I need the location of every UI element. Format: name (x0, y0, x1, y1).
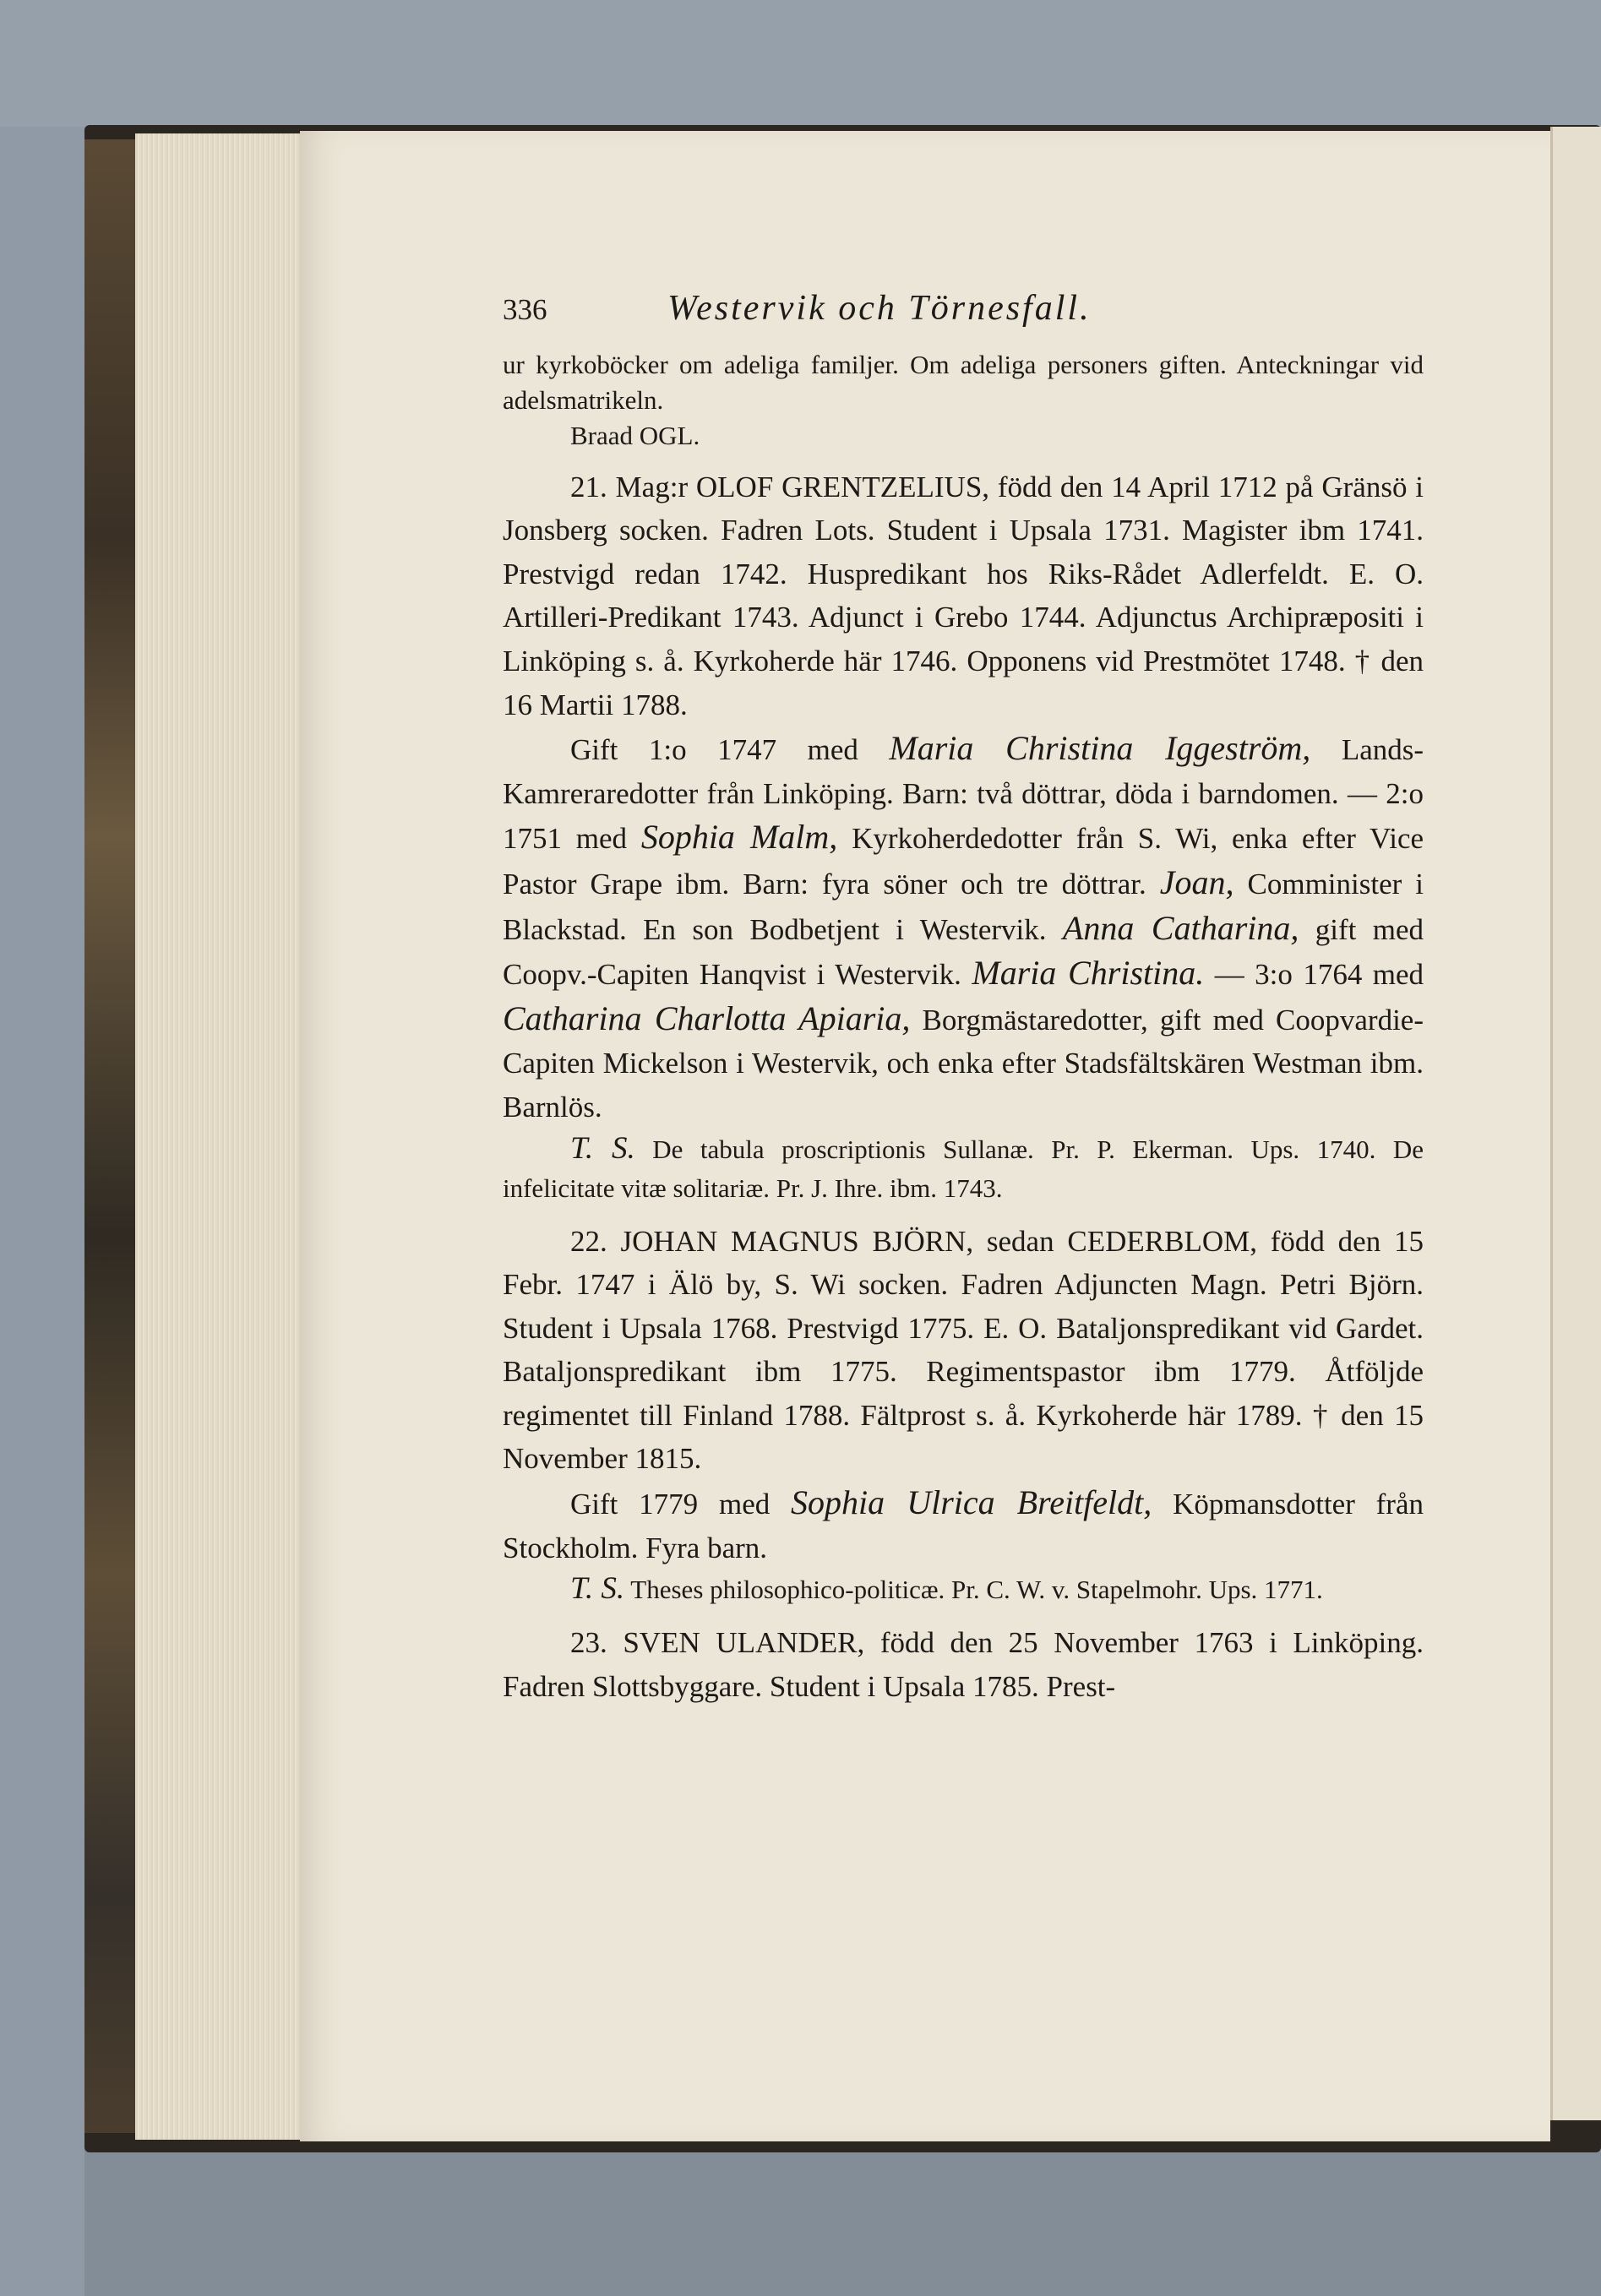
backdrop (0, 0, 1601, 127)
entry-21: 21. Mag:r OLOF GRENTZELIUS, född den 14 April 1712 på Gränsö i Jonsberg socken. Fadren Lots. Student i Upsala 1731. Magister ibm 1741. Prestvigd redan 1742. Huspredikant hos Riks-Rådet Adlerfeldt. E. O. Artilleri-Predikant 1743. Adjunct i Grebo 1744. Adjunctus Archipræpositi i Linköping s. å. Kyrkoherde här 1746. Opponens vid Prestmötet 1748. † den 16 Martii 1788. (503, 470, 1424, 721)
entry-21-marriages (503, 726, 1424, 1129)
text-span: Lands-Kamreraredotter från Linköping. Barn: två döttrar, döda i barndomen. — 2:o 1751 med (503, 733, 1424, 856)
entry-21-theses (503, 1129, 1424, 1208)
theses-abbrev: T. S. (570, 1571, 625, 1607)
page-text (503, 287, 1424, 1708)
facing-page-edge (1550, 127, 1601, 2120)
spouse-name: Catharina Charlotta Apiaria, (503, 998, 911, 1037)
book-shadow (84, 2146, 1601, 2296)
entry-22: 22. JOHAN MAGNUS BJÖRN, sedan CEDERBLOM, född den 15 Febr. 1747 i Älö by, S. Wi socken. Fadren Adjuncten Magn. Petri Björn. Student i Upsala 1768. Prestvigd 1775. E. O. Bataljonspredikant vid Gardet. Bataljonspredikant ibm 1775. Regimentspastor ibm 1779. Åtföljde regimentet till Finland 1788. Fältprost s. å. Kyrkoherde här 1789. † den 15 November 1815. (503, 1224, 1424, 1476)
text-span: Köpmansdotter från Stockholm. Fyra barn. (503, 1488, 1424, 1564)
text-span: Borgmästaredotter, gift med Coopvardie-Capiten Mickelson i Westervik, och enka efter Stadsfältskären Westman ibm. Barnlös. (503, 1003, 1424, 1124)
text-span: De tabula proscriptionis Sullanæ. Pr. P. Ekerman. Ups. 1740. De infelicitate vitæ solitariæ. Pr. J. Ihre. ibm. 1743. (503, 1134, 1424, 1203)
entry-22-theses (503, 1570, 1424, 1609)
child-name: Maria Christina. (972, 954, 1205, 993)
child-name: Anna Catharina, (1062, 908, 1299, 947)
text-span: gift med Coopv.-Capiten Hanqvist i Westervik. (503, 912, 1424, 992)
text-span: Theses philosophico-politicæ. Pr. C. W. v. Stapelmohr. Ups. 1771. (630, 1575, 1323, 1605)
paragraph-sources: ur kyrkoböcker om adeliga familjer. Om adeliga personers giften. Anteckningar vid adelsmatrikeln. (503, 349, 1424, 415)
spouse-name: Sophia Ulrica Breitfeldt, (791, 1483, 1152, 1522)
page-edges (135, 133, 304, 2140)
paragraph-braad: Braad OGL. (570, 420, 700, 450)
spouse-name: Sophia Malm, (640, 818, 838, 857)
entry-22-marriage (503, 1481, 1424, 1570)
entry-23: 23. SVEN ULANDER, född den 25 November 1763 i Linköping. Fadren Slottsbyggare. Student i Upsala 1785. Prest- (503, 1626, 1424, 1703)
text-span: Gift 1779 med (570, 1488, 771, 1521)
running-head (503, 287, 1424, 332)
page-number: 336 (503, 293, 547, 326)
theses-abbrev: T. S. (570, 1130, 635, 1166)
text-span: Comminister i Blackstad. En son Bodbetjent i Westervik. (503, 867, 1424, 946)
text-span: Gift 1:o 1747 med (570, 733, 858, 767)
child-name: Joan, (1159, 862, 1234, 901)
text-span: Kyrkoherdedotter från S. Wi, enka efter Vice Pastor Grape ibm. Barn: fyra söner och tre döttrar. (503, 822, 1424, 900)
text-span: — 3:o 1764 med (1214, 958, 1424, 992)
running-title: Westervik och Törnesfall. (667, 289, 1092, 328)
spouse-name: Maria Christina Iggeström, (889, 729, 1311, 768)
